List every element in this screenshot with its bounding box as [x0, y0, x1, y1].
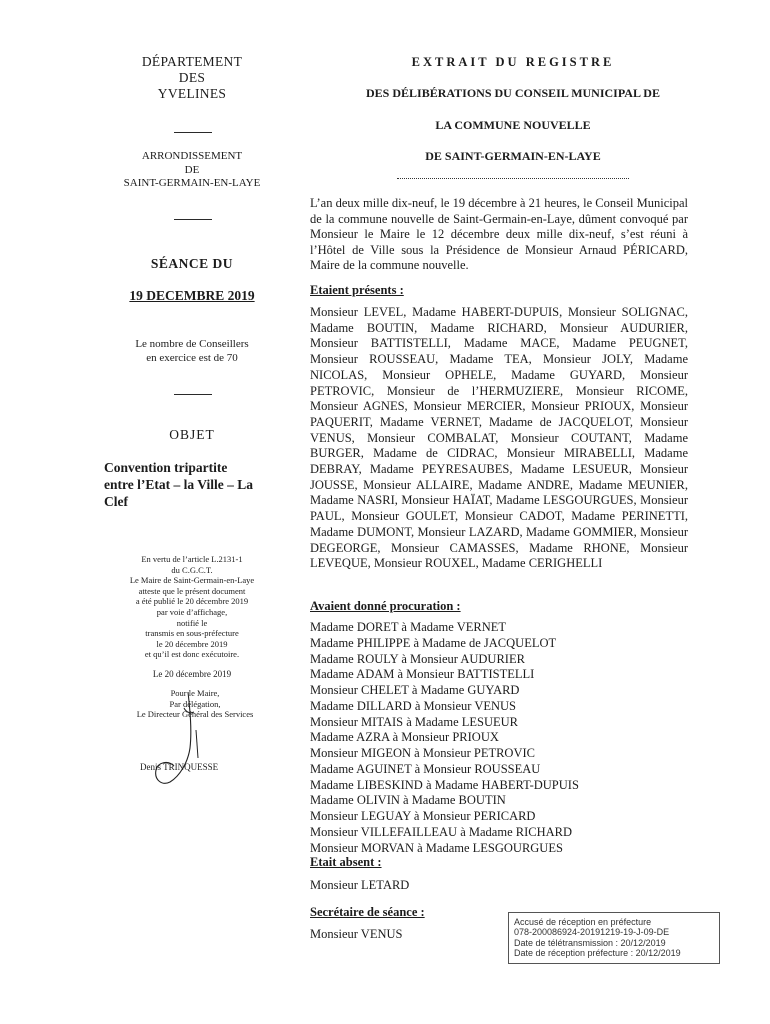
objet-label: OBJET	[169, 427, 215, 442]
present-title: Etaient présents :	[310, 283, 404, 297]
arrondissement-heading: ARRONDISSEMENT DE SAINT-GERMAIN-EN-LAYE	[123, 150, 261, 189]
absent-name: Monsieur LETARD	[310, 878, 410, 892]
absent-title: Etait absent :	[310, 855, 382, 869]
certification-note: En vertu de l’article L.2131-1 du C.G.C.T. Le Maire de Saint-Germain-en-Laye atteste que le présent document a été publié le 20 décembre 2019 par voie d’affichage, notifié le transmis en sous-préfecture le 20 décembre 2019 et qu’il est donc exécutoire.	[129, 554, 255, 660]
list-item: Monsieur MORVAN à Madame LESGOURGUES	[310, 840, 563, 855]
secretary-name: Monsieur VENUS	[310, 927, 403, 941]
department-heading: DÉPARTEMENT DES YVELINES	[141, 54, 243, 101]
list-item: Madame DORET à Madame VERNET	[310, 620, 507, 634]
list-item: Monsieur LEGUAY à Monsieur PERICARD	[310, 809, 536, 823]
certification-date: Le 20 décembre 2019	[152, 669, 232, 679]
signature-block: Pour le Maire, Par délégation, Le Directeur Général des Services	[136, 688, 254, 720]
divider	[174, 394, 212, 395]
signatory-name: Denis TRINQUESSE	[140, 762, 219, 772]
list-item: Madame ADAM à Monsieur BATTISTELLI	[310, 667, 535, 682]
list-item: Madame AGUINET à Monsieur ROUSSEAU	[310, 761, 541, 776]
procuration-list	[310, 620, 688, 856]
list-item: Madame PHILIPPE à Madame de JACQUELOT	[310, 635, 557, 650]
handwritten-signature	[140, 690, 220, 790]
list-item: Madame LIBESKIND à Madame HABERT-DUPUIS	[310, 777, 579, 792]
list-item: Monsieur CHELET à Madame GUYARD	[310, 683, 520, 697]
register-subtitle: DES DÉLIBÉRATIONS DU CONSEIL MUNICIPAL DE	[366, 86, 660, 100]
procuration-title: Avaient donné procuration :	[310, 599, 461, 613]
secretary-title: Secrétaire de séance :	[310, 905, 425, 919]
seance-date: 19 DECEMBRE 2019	[129, 288, 255, 303]
list-item: Monsieur VILLEFAILLEAU à Madame RICHARD	[310, 824, 572, 839]
objet-text: Convention tripartite entre l’Etat – la Ville – La Clef	[104, 460, 253, 509]
list-item: Madame OLIVIN à Madame BOUTIN	[310, 793, 506, 808]
list-item: Madame AZRA à Monsieur PRIOUX	[310, 730, 499, 745]
counsellors-count: Le nombre de Conseillers en exercice est de 70	[135, 338, 249, 364]
seance-label: SÉANCE DU	[150, 256, 234, 271]
divider	[174, 132, 212, 133]
list-item: Monsieur MIGEON à Monsieur PETROVIC	[310, 746, 535, 760]
list-item: Madame ROULY à Monsieur AUDURIER	[310, 651, 525, 666]
commune-line: LA COMMUNE NOUVELLE	[435, 118, 591, 132]
list-item: Madame DILLARD à Monsieur VENUS	[310, 698, 516, 713]
header-rule	[397, 178, 629, 179]
list-item: Monsieur MITAIS à Madame LESUEUR	[310, 714, 518, 729]
register-title: EXTRAIT DU REGISTRE	[411, 55, 615, 69]
commune-name: DE SAINT-GERMAIN-EN-LAYE	[425, 149, 601, 163]
intro-paragraph: L’an deux mille dix-neuf, le 19 décembre à 21 heures, le Conseil Municipal de la commune nouvelle de Saint-Germain-en-Laye, dûment convoqué par Monsieur le Maire le 12 décembre deux mille dix-neuf, s’est réuni à l’Hôtel de Ville sous la Présidence de Monsieur Arnaud PÉRICARD, Maire de la commune nouvelle.	[310, 196, 688, 273]
divider	[174, 219, 212, 220]
prefecture-receipt-stamp: Accusé de réception en préfecture 078-200086924-20191219-19-J-09-DE Date de télétransmission : 20/12/2019 Date de réception préfecture : 20/12/2019	[508, 912, 720, 964]
present-list: Monsieur LEVEL, Madame HABERT-DUPUIS, Monsieur SOLIGNAC, Madame BOUTIN, Madame RICHARD, Monsieur AUDURIER, Monsieur BATTISTELLI, Madame MACE, Madame PEUGNET, Monsieur ROUSSEAU, Madame TEA, Monsieur JOLY, Madame NICOLAS, Monsieur OPHELE, Madame GUYARD, Monsieur PETROVIC, Monsieur de l’HERMUZIERE, Monsieur RICOME, Monsieur AGNES, Monsieur MERCIER, Monsieur PRIOUX, Monsieur PAQUERIT, Madame VERNET, Madame de JACQUELOT, Monsieur VENUS, Monsieur COMBALAT, Monsieur COUTANT, Madame BURGER, Madame de CIDRAC, Monsieur MIRABELLI, Madame DEBRAY, Madame PEYRESAUBES, Madame LESUEUR, Monsieur JOUSSE, Monsieur ALLAIRE, Madame ANDRE, Madame MEUNIER, Madame NASRI, Monsieur HAÏAT, Madame LESGOURGUES, Monsieur PAUL, Monsieur GOULET, Monsieur CADOT, Madame PERINETTI, Madame DUMONT, Monsieur LAZARD, Madame GOMMIER, Monsieur DEGEORGE, Monsieur CAMASSES, Madame RHONE, Monsieur LEVEQUE, Monsieur ROUXEL, Madame CERIGHELLI	[310, 305, 688, 571]
